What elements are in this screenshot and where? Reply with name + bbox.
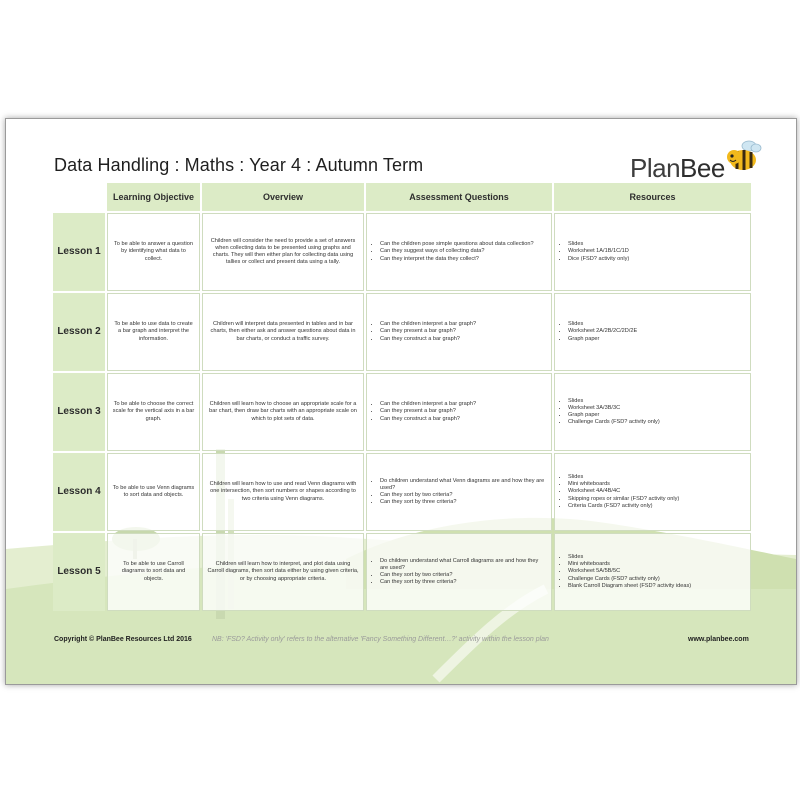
question-item: • Can they sort by three criteria? — [380, 499, 547, 506]
question-item: • Can the children interpret a bar graph? — [380, 401, 547, 408]
lesson-row — [53, 453, 751, 531]
lesson-label: Lesson 4 — [53, 453, 105, 531]
learning-objective-cell: To be able to use data to create a bar graph and interpret the information. — [107, 293, 200, 371]
resource-item: • Challenge Cards (FSD? activity only) — [568, 419, 746, 426]
website-text: www.planbee.com — [688, 636, 749, 643]
resource-item: • Slides — [568, 554, 746, 561]
table-header-row — [53, 183, 751, 211]
page-title: Data Handling : Maths : Year 4 : Autumn Term — [54, 155, 424, 175]
question-item: • Can they present a bar graph? — [380, 328, 547, 335]
header-assessment-questions: Assessment Questions — [366, 183, 552, 211]
question-item: • Do children understand what Venn diagrams are and how they are used? — [380, 478, 547, 492]
lesson-label: Lesson 3 — [53, 373, 105, 451]
resource-item: • Slides — [568, 474, 746, 481]
resources-cell — [554, 213, 751, 291]
question-item: • Can they construct a bar graph? — [380, 336, 547, 343]
resource-item: • Mini whiteboards — [568, 481, 746, 488]
resource-item: • Skipping ropes or similar (FSD? activity only) — [568, 496, 746, 503]
overview-cell: Children will interpret data presented in tables and in bar charts, then either ask and answer questions about data in bar charts, or conduct a traffic survey. — [202, 293, 364, 371]
resources-cell — [554, 293, 751, 371]
question-item: • Can they sort by two criteria? — [380, 492, 547, 499]
lesson-label: Lesson 2 — [53, 293, 105, 371]
question-item: • Can the children pose simple questions about data collection? — [380, 241, 547, 248]
learning-objective-cell: To be able to choose the correct scale for the vertical axis in a bar graph. — [107, 373, 200, 451]
lesson-label: Lesson 5 — [53, 533, 105, 611]
assessment-questions-cell — [366, 213, 552, 291]
logo-text-bee: Bee — [680, 153, 725, 183]
lesson-label: Lesson 1 — [53, 213, 105, 291]
resource-item: • Mini whiteboards — [568, 561, 746, 568]
resource-item: • Graph paper — [568, 336, 746, 343]
resource-item: • Challenge Cards (FSD? activity only) — [568, 576, 746, 583]
resource-item: • Slides — [568, 241, 746, 248]
header-learning-objective: Learning Objective — [107, 183, 200, 211]
resource-item: • Criteria Cards (FSD? activity only) — [568, 503, 746, 510]
assessment-questions-cell — [366, 533, 552, 611]
lesson-row — [53, 373, 751, 451]
logo-text-plan: Plan — [630, 153, 681, 183]
resources-cell — [554, 373, 751, 451]
resource-item: • Slides — [568, 321, 746, 328]
header-resources: Resources — [554, 183, 751, 211]
assessment-questions-cell — [366, 373, 552, 451]
assessment-questions-cell — [366, 453, 552, 531]
planbee-logo — [630, 145, 760, 185]
overview-cell: Children will learn how to use and read Venn diagrams with one intersection, then sort numbers or shapes according to two criteria using Venn diagrams. — [202, 453, 364, 531]
header-blank-cell — [53, 183, 105, 211]
lesson-plan-sheet — [5, 118, 797, 685]
resource-item: • Worksheet 4A/4B/4C — [568, 488, 746, 495]
resource-item: • Worksheet 5A/5B/5C — [568, 568, 746, 575]
copyright-text: Copyright © PlanBee Resources Ltd 2016 — [54, 636, 192, 643]
question-item: • Can they sort by three criteria? — [380, 579, 547, 586]
resource-item: • Slides — [568, 398, 746, 405]
resource-item: • Graph paper — [568, 412, 746, 419]
resource-item: • Dice (FSD? activity only) — [568, 256, 746, 263]
overview-cell: Children will consider the need to provide a set of answers when collecting data to be presented using graphs and charts. They will then either plan for collecting data using tallies or collect and present data using a tally. — [202, 213, 364, 291]
question-item: • Can they sort by two criteria? — [380, 572, 547, 579]
resource-item: • Worksheet 3A/3B/3C — [568, 405, 746, 412]
lesson-plan-table — [51, 181, 753, 613]
learning-objective-cell: To be able to use Venn diagrams to sort data and objects. — [107, 453, 200, 531]
question-item: • Can they present a bar graph? — [380, 408, 547, 415]
resources-cell — [554, 533, 751, 611]
overview-cell: Children will learn how to interpret, and plot data using Carroll diagrams, then sort data either by using given criteria, or by choosing appropriate criteria. — [202, 533, 364, 611]
question-item: • Can they suggest ways of collecting data? — [380, 248, 547, 255]
overview-cell: Children will learn how to choose an appropriate scale for a bar chart, then draw bar charts with an appropriate scale on which to plot sets of data. — [202, 373, 364, 451]
header-overview: Overview — [202, 183, 364, 211]
resource-item: • Blank Carroll Diagram sheet (FSD? activity ideas) — [568, 583, 746, 590]
lesson-row — [53, 293, 751, 371]
learning-objective-cell: To be able to use Carroll diagrams to sort data and objects. — [107, 533, 200, 611]
question-item: • Can they construct a bar graph? — [380, 416, 547, 423]
resource-item: • Worksheet 1A/1B/1C/1D — [568, 248, 746, 255]
question-item: • Can they interpret the data they collect? — [380, 256, 547, 263]
lesson-row — [53, 533, 751, 611]
assessment-questions-cell — [366, 293, 552, 371]
lesson-row — [53, 213, 751, 291]
question-item: • Can the children interpret a bar graph? — [380, 321, 547, 328]
resources-cell — [554, 453, 751, 531]
fsd-note: NB: 'FSD? Activity only' refers to the alternative 'Fancy Something Different…?' activity within the lesson plan — [212, 636, 549, 643]
resource-item: • Worksheet 2A/2B/2C/2D/2E — [568, 328, 746, 335]
bee-icon — [723, 139, 763, 173]
learning-objective-cell: To be able to answer a question by identifying what data to collect. — [107, 213, 200, 291]
question-item: • Do children understand what Carroll diagrams are and how they are used? — [380, 558, 547, 572]
